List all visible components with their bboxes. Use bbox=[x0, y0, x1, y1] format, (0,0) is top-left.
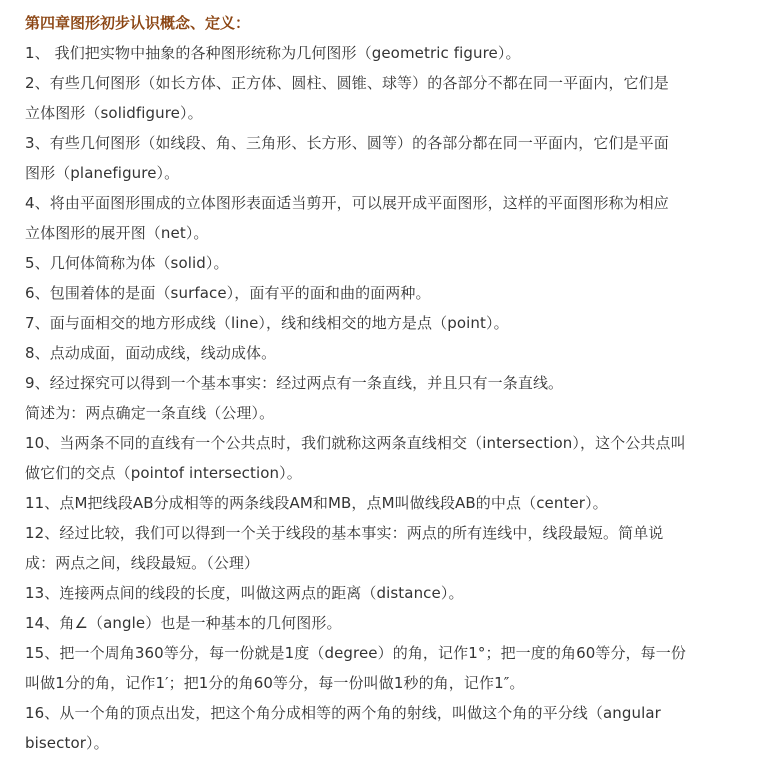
chapter-title: 第四章图形初步认识概念、定义： bbox=[25, 14, 251, 32]
text-line-13: 简述为：两点确定一条直线（公理）。 bbox=[25, 404, 275, 422]
text-line-5: 图形（planefigure）。 bbox=[25, 164, 180, 182]
text-line-23: 16、从一个角的顶点出发，把这个角分成相等的两个角的射线，叫做这个角的平分线（angular bbox=[25, 704, 661, 722]
text-line-10: 7、面与面相交的地方形成线（line），线和线相交的地方是点（point）。 bbox=[25, 314, 509, 332]
text-line-20: 14、角∠（angle）也是一种基本的几何图形。 bbox=[25, 614, 342, 632]
text-line-24: bisector）。 bbox=[25, 734, 109, 752]
document-body bbox=[25, 8, 760, 758]
text-line-9: 6、包围着体的是面（surface），面有平的面和曲的面两种。 bbox=[25, 284, 431, 302]
text-line-3: 立体图形（solidfigure）。 bbox=[25, 104, 203, 122]
text-line-12: 9、经过探究可以得到一个基本事实：经过两点有一条直线，并且只有一条直线。 bbox=[25, 374, 564, 392]
text-line-7: 立体图形的展开图（net）。 bbox=[25, 224, 209, 242]
text-line-2: 2、有些几何图形（如长方体、正方体、圆柱、圆锥、球等）的各部分不都在同一平面内，它们是 bbox=[25, 74, 669, 92]
text-line-22: 叫做1分的角，记作1′；把1分的角60等分，每一份叫做1秒的角，记作1″。 bbox=[25, 674, 525, 692]
text-line-17: 12、经过比较，我们可以得到一个关于线段的基本事实：两点的所有连线中，线段最短。简单说 bbox=[25, 524, 664, 542]
text-line-16: 11、点M把线段AB分成相等的两条线段AM和MB，点M叫做线段AB的中点（center）。 bbox=[25, 494, 608, 512]
text-line-8: 5、几何体简称为体（solid）。 bbox=[25, 254, 229, 272]
text-line-21: 15、把一个周角360等分，每一份就是1度（degree）的角，记作1°；把一度的角60等分，每一份 bbox=[25, 644, 686, 662]
text-line-19: 13、连接两点间的线段的长度，叫做这两点的距离（distance）。 bbox=[25, 584, 464, 602]
text-line-4: 3、有些几何图形（如线段、角、三角形、长方形、圆等）的各部分都在同一平面内，它们是平面 bbox=[25, 134, 669, 152]
text-line-6: 4、将由平面图形围成的立体图形表面适当剪开，可以展开成平面图形，这样的平面图形称为相应 bbox=[25, 194, 669, 212]
text-line-11: 8、点动成面，面动成线，线动成体。 bbox=[25, 344, 277, 362]
text-line-14: 10、当两条不同的直线有一个公共点时，我们就称这两条直线相交（intersection），这个公共点叫 bbox=[25, 434, 686, 452]
text-line-15: 做它们的交点（pointof intersection）。 bbox=[25, 464, 302, 482]
text-line-1: 1、 我们把实物中抽象的各种图形统称为几何图形（geometric figure）。 bbox=[25, 44, 521, 62]
text-line-18: 成：两点之间，线段最短。（公理） bbox=[25, 554, 260, 572]
